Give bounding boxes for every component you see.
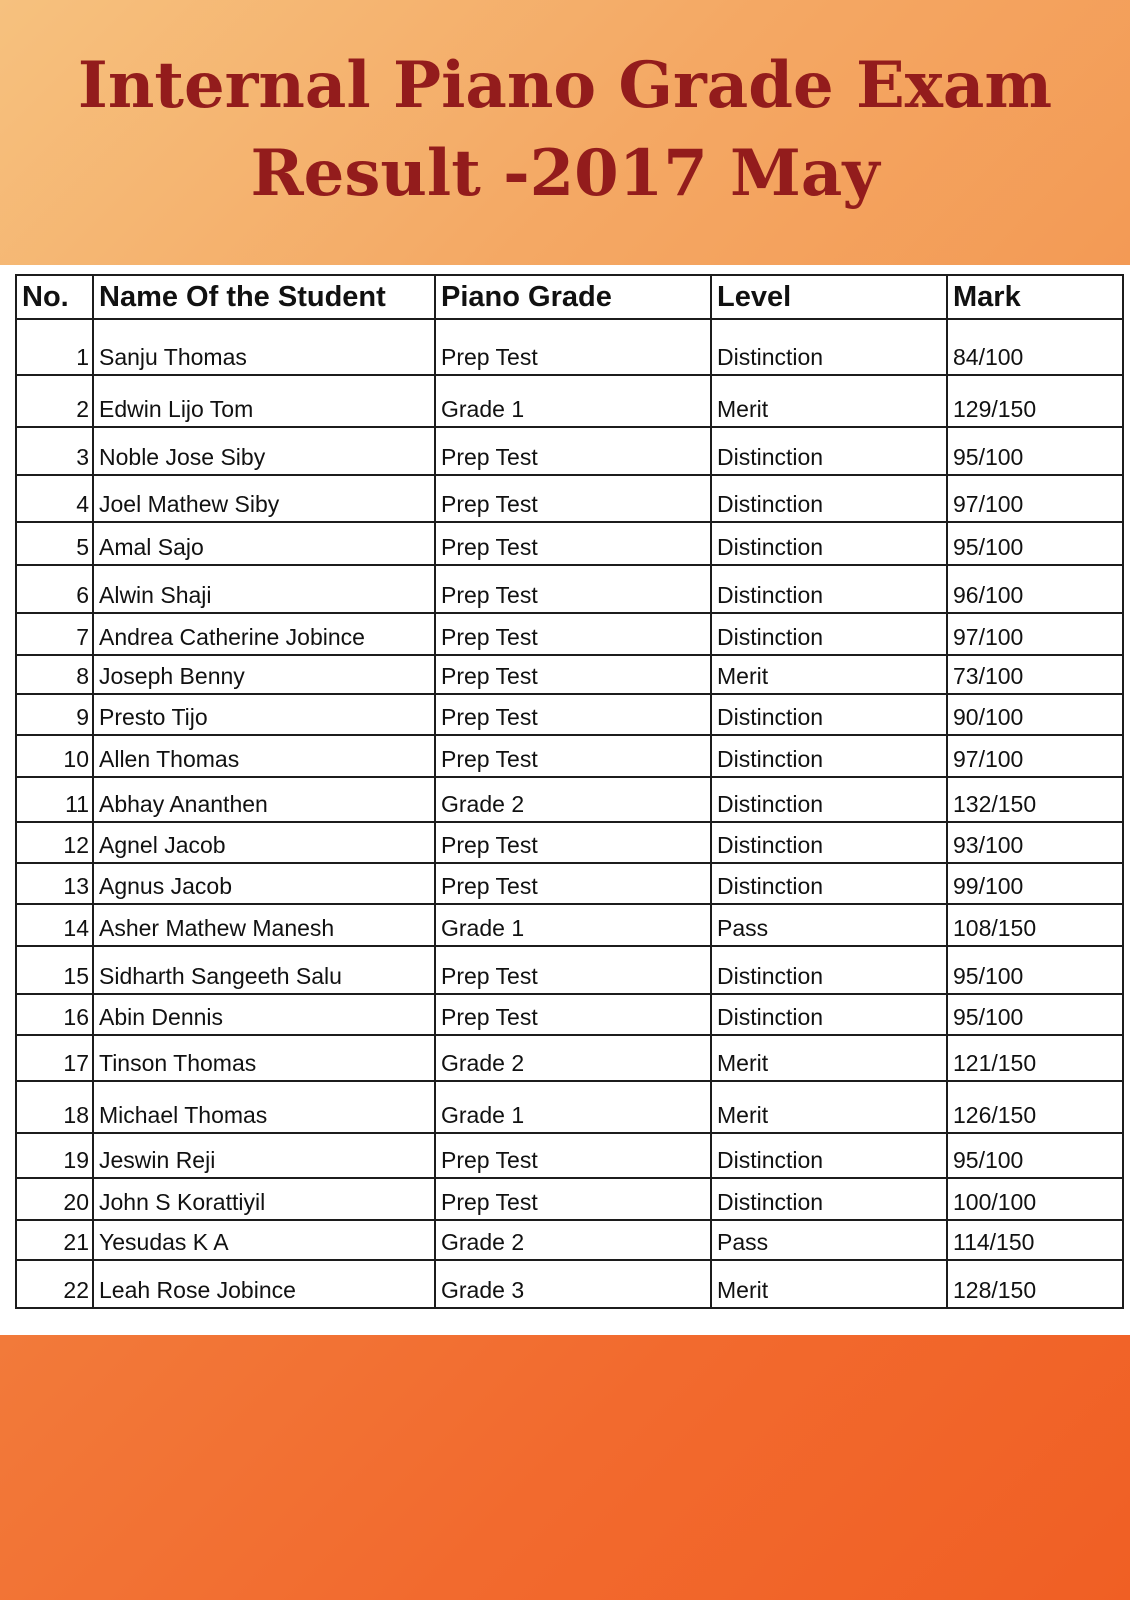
results-table — [15, 274, 1124, 1309]
cell-level: Distinction — [711, 822, 947, 863]
cell-no: 3 — [16, 427, 93, 475]
cell-grade: Prep Test — [435, 1133, 711, 1178]
cell-mark: 93/100 — [947, 822, 1123, 863]
column-header-grade: Piano Grade — [435, 275, 711, 319]
column-header-mark: Mark — [947, 275, 1123, 319]
cell-no: 5 — [16, 522, 93, 565]
table-row — [16, 994, 1123, 1035]
cell-level: Distinction — [711, 427, 947, 475]
cell-name: Andrea Catherine Jobince — [93, 613, 435, 655]
cell-mark: 95/100 — [947, 427, 1123, 475]
cell-no: 18 — [16, 1081, 93, 1133]
table-row — [16, 1260, 1123, 1308]
cell-mark: 114/150 — [947, 1220, 1123, 1260]
cell-level: Distinction — [711, 319, 947, 375]
cell-level: Merit — [711, 375, 947, 427]
page-title-line2: Result -2017 May — [250, 136, 880, 211]
cell-level: Distinction — [711, 613, 947, 655]
cell-grade: Prep Test — [435, 822, 711, 863]
cell-level: Distinction — [711, 994, 947, 1035]
cell-no: 14 — [16, 904, 93, 946]
cell-name: John S Korattiyil — [93, 1178, 435, 1220]
cell-name: Sanju Thomas — [93, 319, 435, 375]
table-row — [16, 375, 1123, 427]
cell-name: Sidharth Sangeeth Salu — [93, 946, 435, 994]
cell-mark: 95/100 — [947, 946, 1123, 994]
cell-grade: Prep Test — [435, 946, 711, 994]
cell-name: Edwin Lijo Tom — [93, 375, 435, 427]
cell-level: Distinction — [711, 475, 947, 522]
column-header-name: Name Of the Student — [93, 275, 435, 319]
cell-grade: Grade 1 — [435, 1081, 711, 1133]
cell-name: Leah Rose Jobince — [93, 1260, 435, 1308]
cell-level: Distinction — [711, 1178, 947, 1220]
cell-no: 17 — [16, 1035, 93, 1081]
cell-mark: 132/150 — [947, 777, 1123, 822]
cell-mark: 90/100 — [947, 694, 1123, 735]
cell-level: Distinction — [711, 777, 947, 822]
cell-grade: Prep Test — [435, 565, 711, 613]
column-header-no: No. — [16, 275, 93, 319]
cell-name: Abin Dennis — [93, 994, 435, 1035]
cell-grade: Prep Test — [435, 994, 711, 1035]
cell-no: 9 — [16, 694, 93, 735]
table-row — [16, 1178, 1123, 1220]
table-row — [16, 319, 1123, 375]
table-row — [16, 946, 1123, 994]
header-banner — [0, 0, 1130, 265]
cell-mark: 99/100 — [947, 863, 1123, 904]
cell-no: 2 — [16, 375, 93, 427]
cell-mark: 97/100 — [947, 475, 1123, 522]
cell-grade: Prep Test — [435, 613, 711, 655]
footer-banner — [0, 1335, 1130, 1600]
cell-name: Amal Sajo — [93, 522, 435, 565]
cell-mark: 95/100 — [947, 522, 1123, 565]
cell-grade: Grade 2 — [435, 1035, 711, 1081]
cell-no: 15 — [16, 946, 93, 994]
cell-level: Distinction — [711, 694, 947, 735]
cell-mark: 121/150 — [947, 1035, 1123, 1081]
cell-level: Merit — [711, 1035, 947, 1081]
cell-name: Abhay Ananthen — [93, 777, 435, 822]
table-row — [16, 694, 1123, 735]
cell-level: Merit — [711, 1260, 947, 1308]
cell-grade: Prep Test — [435, 694, 711, 735]
cell-grade: Prep Test — [435, 427, 711, 475]
page-title-line1: Internal Piano Grade Exam — [77, 48, 1053, 123]
cell-no: 8 — [16, 655, 93, 694]
cell-name: Tinson Thomas — [93, 1035, 435, 1081]
cell-no: 11 — [16, 777, 93, 822]
cell-mark: 73/100 — [947, 655, 1123, 694]
cell-grade: Prep Test — [435, 475, 711, 522]
table-row — [16, 475, 1123, 522]
cell-no: 7 — [16, 613, 93, 655]
cell-name: Agnel Jacob — [93, 822, 435, 863]
cell-level: Pass — [711, 1220, 947, 1260]
cell-grade: Grade 1 — [435, 904, 711, 946]
cell-level: Pass — [711, 904, 947, 946]
table-row — [16, 822, 1123, 863]
cell-name: Michael Thomas — [93, 1081, 435, 1133]
cell-grade: Prep Test — [435, 319, 711, 375]
table-row — [16, 427, 1123, 475]
cell-name: Jeswin Reji — [93, 1133, 435, 1178]
cell-name: Alwin Shaji — [93, 565, 435, 613]
column-header-level: Level — [711, 275, 947, 319]
cell-name: Joel Mathew Siby — [93, 475, 435, 522]
table-row — [16, 522, 1123, 565]
cell-name: Allen Thomas — [93, 735, 435, 777]
cell-name: Agnus Jacob — [93, 863, 435, 904]
table-row — [16, 613, 1123, 655]
cell-name: Presto Tijo — [93, 694, 435, 735]
results-body — [16, 319, 1123, 1308]
cell-level: Distinction — [711, 735, 947, 777]
cell-no: 4 — [16, 475, 93, 522]
table-row — [16, 1220, 1123, 1260]
cell-mark: 128/150 — [947, 1260, 1123, 1308]
cell-grade: Prep Test — [435, 655, 711, 694]
table-row — [16, 655, 1123, 694]
table-row — [16, 735, 1123, 777]
table-row — [16, 863, 1123, 904]
cell-no: 12 — [16, 822, 93, 863]
cell-grade: Prep Test — [435, 522, 711, 565]
cell-grade: Prep Test — [435, 1178, 711, 1220]
cell-name: Yesudas K A — [93, 1220, 435, 1260]
cell-mark: 96/100 — [947, 565, 1123, 613]
cell-grade: Grade 3 — [435, 1260, 711, 1308]
cell-no: 16 — [16, 994, 93, 1035]
cell-level: Distinction — [711, 863, 947, 904]
table-row — [16, 565, 1123, 613]
table-row — [16, 1035, 1123, 1081]
cell-grade: Prep Test — [435, 863, 711, 904]
cell-level: Distinction — [711, 522, 947, 565]
cell-mark: 97/100 — [947, 735, 1123, 777]
table-header-row — [16, 275, 1123, 319]
cell-level: Distinction — [711, 1133, 947, 1178]
cell-name: Noble Jose Siby — [93, 427, 435, 475]
cell-mark: 100/100 — [947, 1178, 1123, 1220]
cell-grade: Grade 1 — [435, 375, 711, 427]
cell-mark: 129/150 — [947, 375, 1123, 427]
cell-no: 10 — [16, 735, 93, 777]
cell-level: Merit — [711, 1081, 947, 1133]
cell-no: 21 — [16, 1220, 93, 1260]
cell-grade: Grade 2 — [435, 777, 711, 822]
cell-level: Distinction — [711, 946, 947, 994]
cell-mark: 95/100 — [947, 1133, 1123, 1178]
cell-name: Asher Mathew Manesh — [93, 904, 435, 946]
cell-grade: Prep Test — [435, 735, 711, 777]
cell-mark: 95/100 — [947, 994, 1123, 1035]
table-row — [16, 777, 1123, 822]
cell-mark: 97/100 — [947, 613, 1123, 655]
cell-level: Merit — [711, 655, 947, 694]
cell-no: 1 — [16, 319, 93, 375]
cell-no: 22 — [16, 1260, 93, 1308]
cell-no: 20 — [16, 1178, 93, 1220]
table-row — [16, 1081, 1123, 1133]
cell-no: 6 — [16, 565, 93, 613]
cell-no: 13 — [16, 863, 93, 904]
cell-mark: 84/100 — [947, 319, 1123, 375]
cell-level: Distinction — [711, 565, 947, 613]
cell-mark: 126/150 — [947, 1081, 1123, 1133]
table-row — [16, 904, 1123, 946]
cell-name: Joseph Benny — [93, 655, 435, 694]
table-row — [16, 1133, 1123, 1178]
cell-mark: 108/150 — [947, 904, 1123, 946]
cell-no: 19 — [16, 1133, 93, 1178]
cell-grade: Grade 2 — [435, 1220, 711, 1260]
